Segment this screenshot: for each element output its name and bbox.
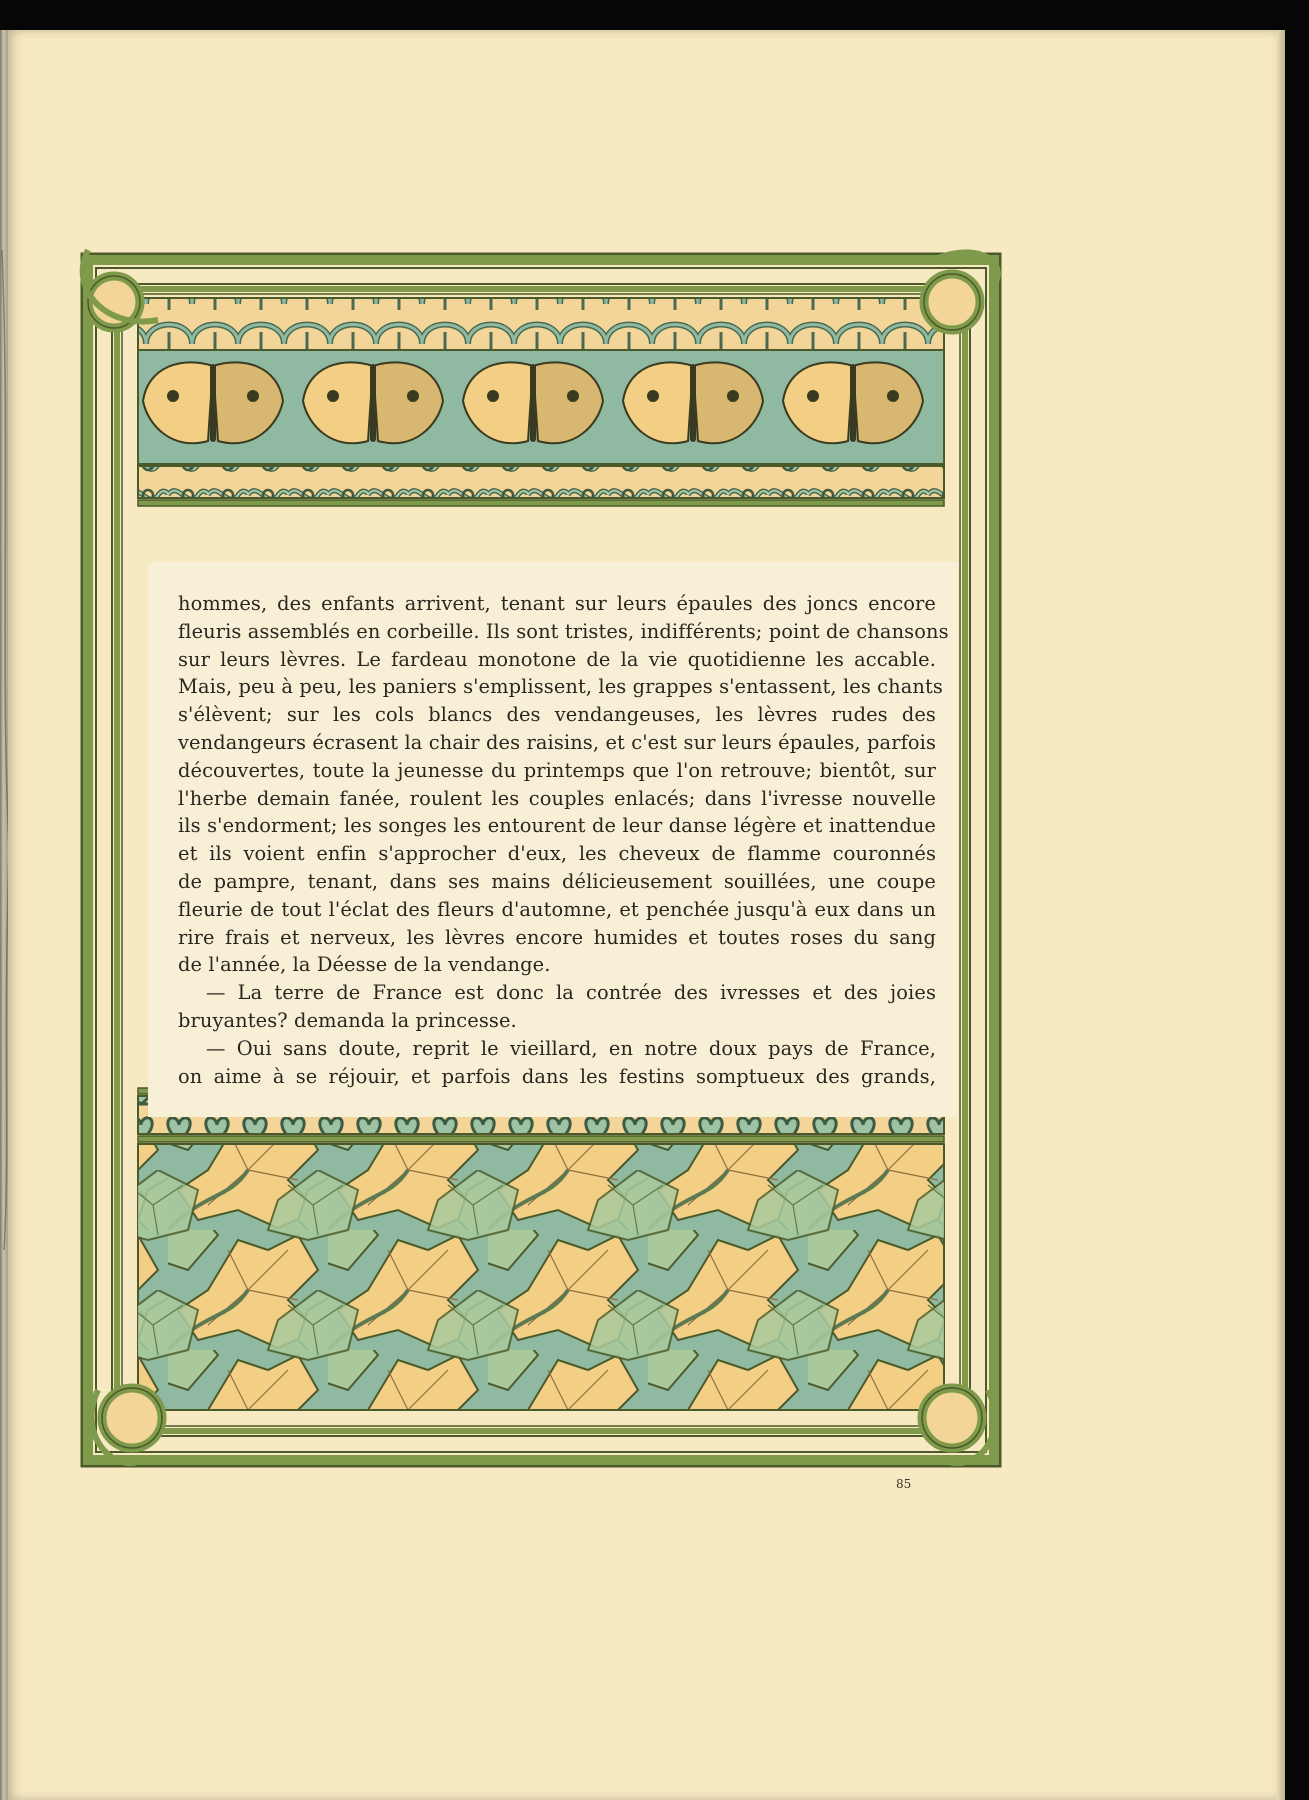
- text-line: découvertes, toute la jeunesse du printemps que l'on retrouve; bientôt, sur: [178, 758, 936, 782]
- text-line: Mais, peu à peu, les paniers s'emplissent, les grappes s'entassent, les chants: [178, 675, 943, 699]
- text-line: fleurie de tout l'éclat des fleurs d'automne, et penchée jusqu'à eux dans un: [178, 897, 936, 921]
- text-line: — La terre de France est donc la contrée des ivresses et des joies: [206, 981, 936, 1005]
- text-line: s'élèvent; sur les cols blancs des vendangeuses, les lèvres rudes des: [178, 703, 936, 727]
- text-line: et ils voient enfin s'approcher d'eux, les cheveux de flamme couronnés: [178, 842, 936, 866]
- page-number: 85: [896, 1477, 912, 1491]
- text-line: ils s'endorment; les songes les entourent de leur danse légère et inattendue: [178, 814, 936, 838]
- text-line: on aime à se réjouir, et parfois dans les festins somptueux des grands,: [178, 1064, 936, 1088]
- book-page: [8, 30, 1277, 1800]
- text-line: sur leurs lèvres. Le fardeau monotone de la vie quotidienne les accable.: [178, 647, 936, 671]
- right-page-edge: [1277, 30, 1285, 1800]
- butterfly-row: [143, 362, 923, 443]
- text-line: bruyantes? demanda la princesse.: [178, 1008, 517, 1032]
- text-line: de pampre, tenant, dans ses mains délicieusement souillées, une coupe: [178, 869, 936, 893]
- text-line: fleuris assemblés en corbeille. Ils sont tristes, indifférents; point de chansons: [178, 619, 949, 643]
- text-line: hommes, des enfants arrivent, tenant sur leurs épaules des joncs encore: [178, 592, 936, 615]
- text-line: vendangeurs écrasent la chair des raisins, et c'est sur leurs épaules, parfois: [178, 730, 936, 754]
- text-line: — Oui sans doute, reprit le vieillard, en notre doux pays de France,: [206, 1036, 936, 1060]
- body-text: [148, 562, 958, 1117]
- text-line: l'herbe demain fanée, roulent les couples enlacés; dans l'ivresse nouvelle: [178, 786, 936, 810]
- text-line: de l'année, la Déesse de la vendange.: [178, 953, 551, 977]
- text-line: rire frais et nerveux, les lèvres encore humides et toutes roses du sang: [178, 925, 936, 949]
